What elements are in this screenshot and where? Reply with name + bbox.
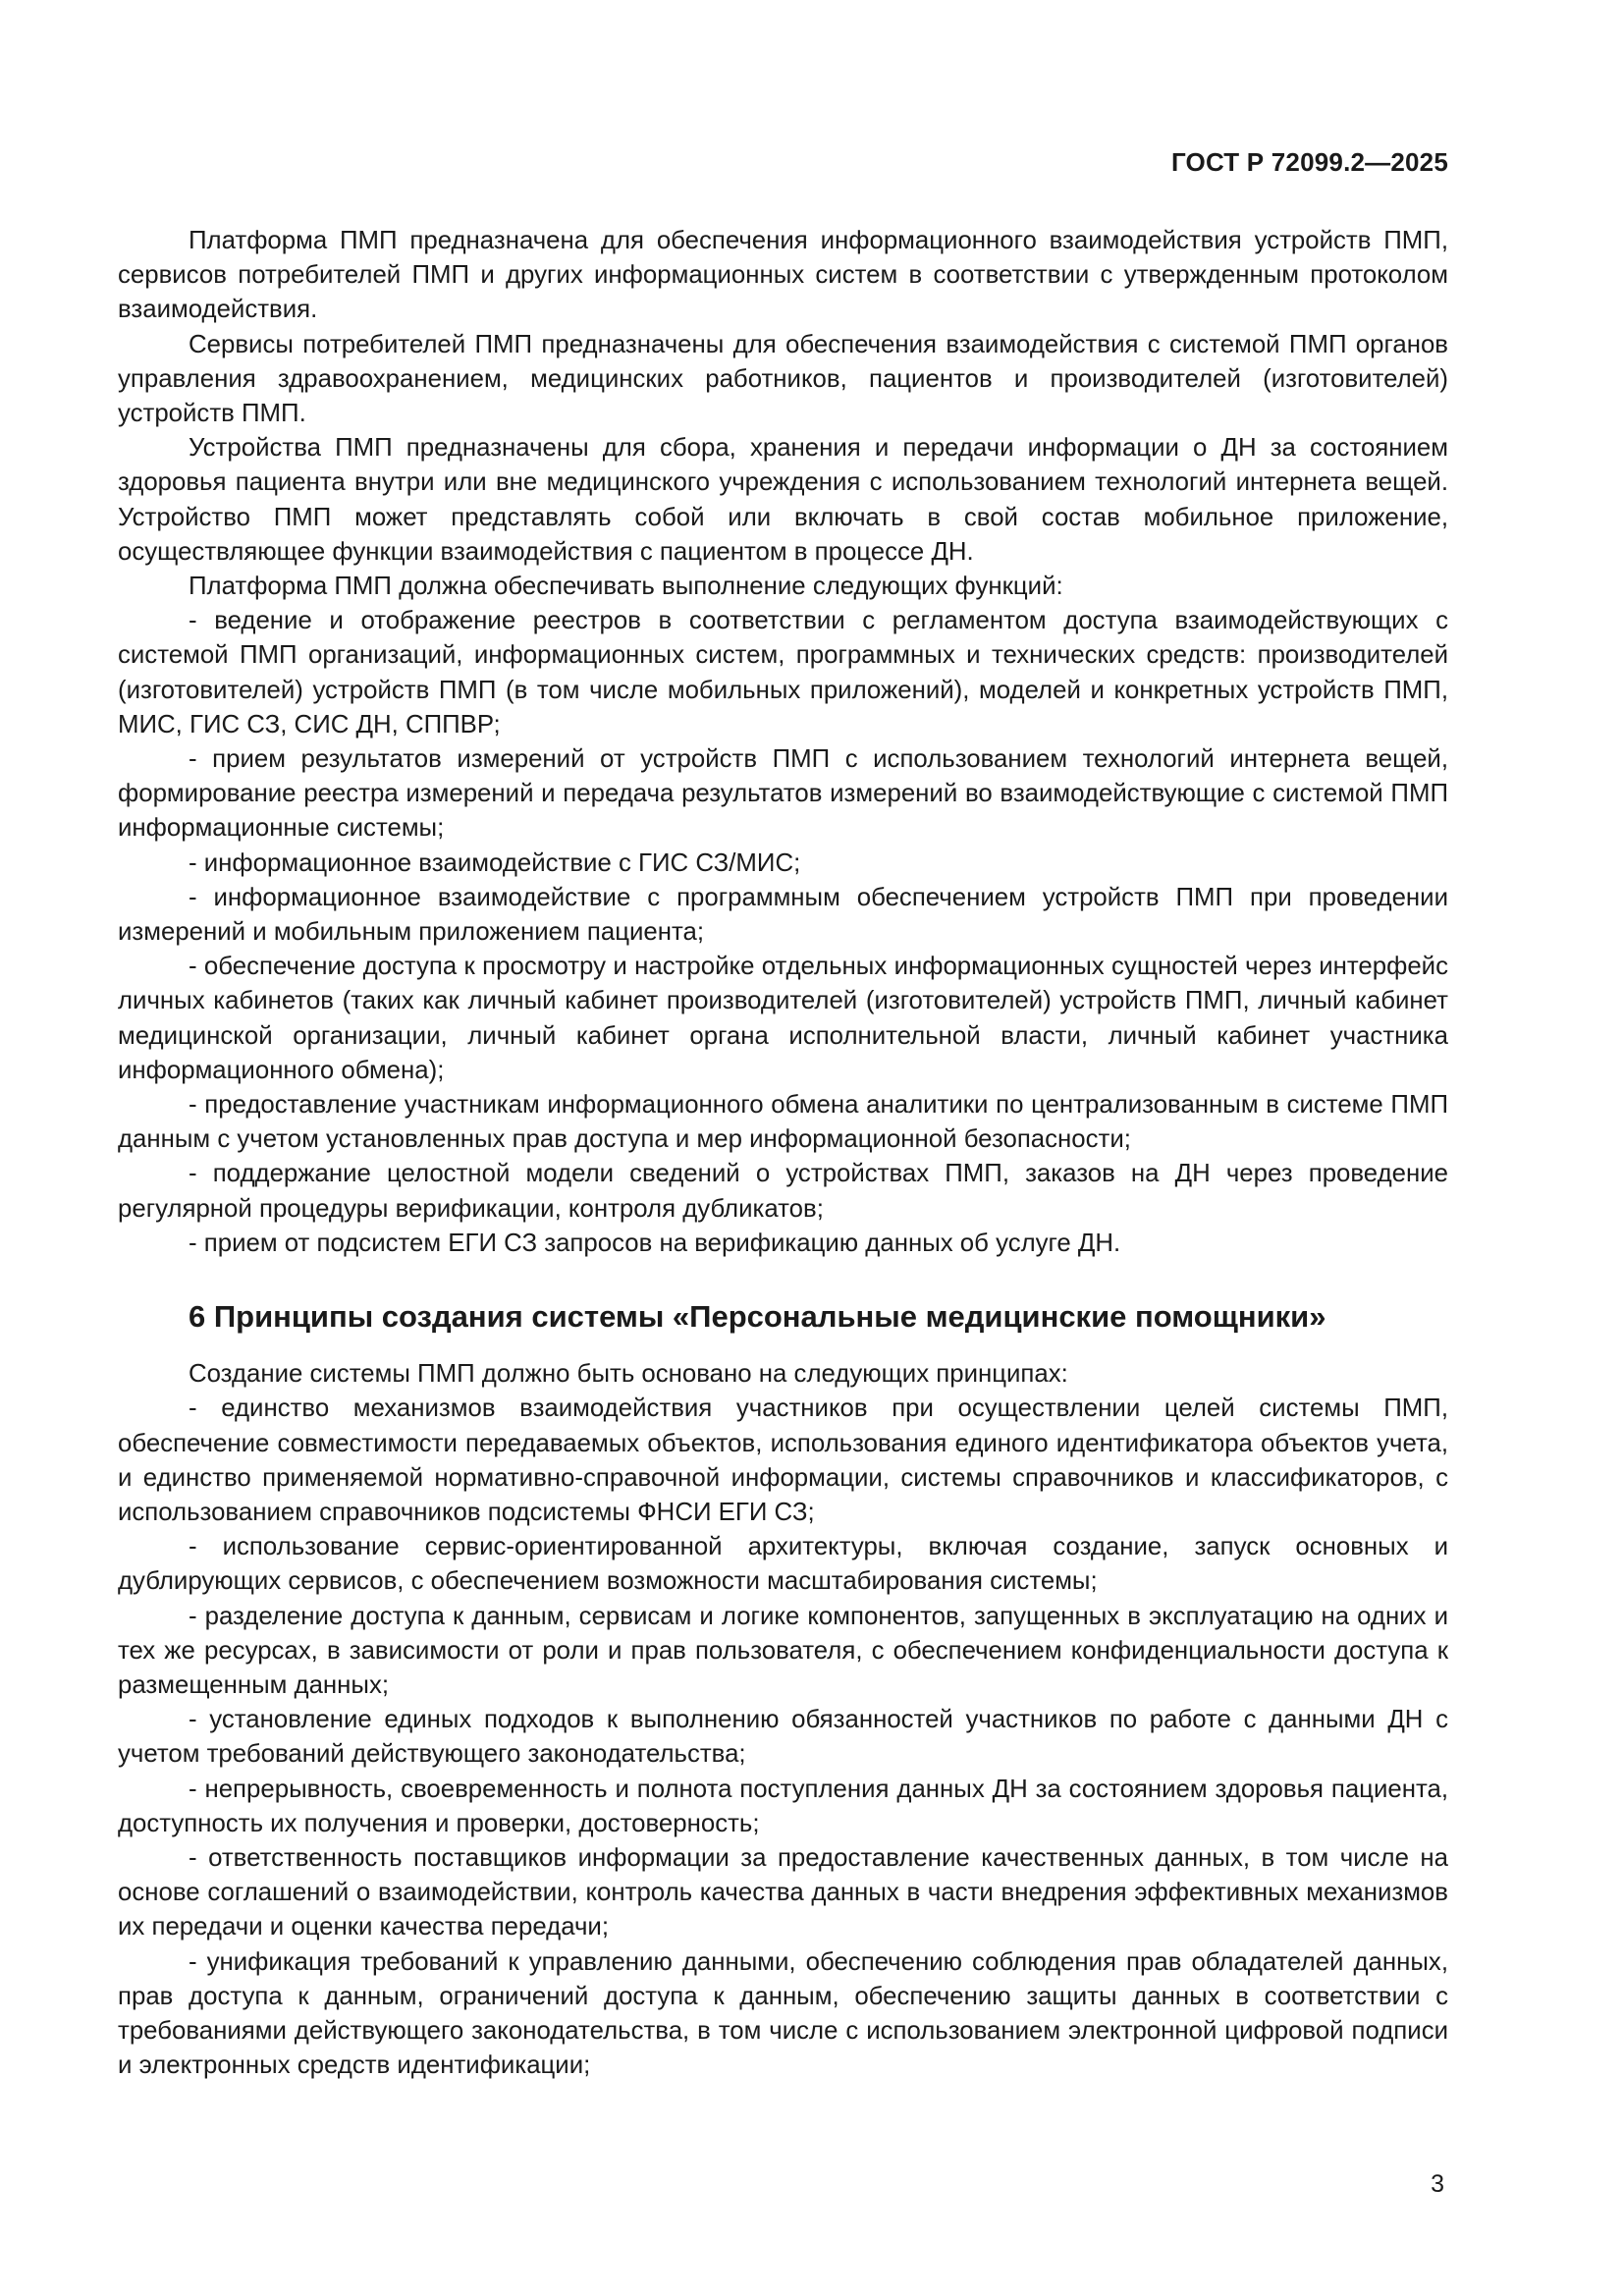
list-item: - поддержание целостной модели сведений о устройствах ПМП, заказов на ДН через проведение регулярной процедуры верификации, контроля дубликатов;	[118, 1160, 1448, 1223]
list-item: - установление единых подходов к выполнению обязанностей участников по работе с данными ДН с учетом требований действующего законодательства;	[118, 1706, 1448, 1769]
document-body	[118, 224, 1448, 2083]
list-item: - информационное взаимодействие с программным обеспечением устройств ПМП при проведении измерений и мобильным приложением пациента;	[118, 883, 1448, 947]
list-item: - прием от подсистем ЕГИ СЗ запросов на верификацию данных об услуге ДН.	[189, 1229, 1121, 1257]
paragraph: Устройства ПМП предназначены для сбора, хранения и передачи информации о ДН за состоянием здоровья пациента внутри или вне медицинского учреждения с использованием технологий интернета вещей. Устройство ПМП может представлять собой или включать в свой состав мобильное приложение, осуществляющее функции взаимодействия с пациентом в процессе ДН.	[118, 434, 1448, 566]
paragraph: Платформа ПМП должна обеспечивать выполнение следующих функций:	[189, 573, 1063, 601]
list-item: - непрерывность, своевременность и полнота поступления данных ДН за состоянием здоровья пациента, доступность их получения и проверки, достоверность;	[118, 1775, 1448, 1837]
list-item: - предоставление участникам информационного обмена аналитики по централизованным в системе ПМП данным с учетом установленных прав доступа и мер информационной безопасности;	[118, 1091, 1448, 1154]
list-item: - использование сервис-ориентированной архитектуры, включая создание, запуск основных и дублирующих сервисов, с обеспечением возможности масштабирования системы;	[118, 1533, 1448, 1596]
paragraph: Сервисы потребителей ПМП предназначены для обеспечения взаимодействия с системой ПМП органов управления здравоохранением, медицинских работников, пациентов и производителей (изготовителей) устройств ПМП.	[118, 330, 1448, 428]
list-item: - унификация требований к управлению данными, обеспечению соблюдения прав обладателей данных, прав доступа к данным, ограничений доступа к данным, обеспечению защиты данных в соответствии с требованиями действующего законодательства, в том числе с использованием электронной цифровой подписи и электронных средств идентификации;	[118, 1947, 1448, 2080]
page-number: 3	[1431, 2170, 1444, 2198]
list-item: - единство механизмов взаимодействия участников при осуществлении целей системы ПМП, обеспечение совместимости передаваемых объектов, использования единого идентификатора объектов учета, и единство применяемой нормативно-справочной информации, системы справочников и классификаторов, с использованием справочников подсистемы ФНСИ ЕГИ СЗ;	[118, 1394, 1448, 1526]
section-heading: 6 Принципы создания системы «Персональные медицинские помощники»	[189, 1299, 1326, 1335]
list-item: - обеспечение доступа к просмотру и настройке отдельных информационных сущностей через интерфейс личных кабинетов (таких как личный кабинет производителей (изготовителей) устройств ПМП, личный кабинет медицинской организации, личный кабинет органа исполнительной власти, личный кабинет участника информационного обмена);	[118, 953, 1448, 1084]
list-item: - разделение доступа к данным, сервисам и логике компонентов, запущенных в эксплуатацию на одних и тех же ресурсах, в зависимости от роли и прав пользователя, с обеспечением конфиденциальности доступа к размещенным данных;	[118, 1602, 1448, 1699]
list-item: - ведение и отображение реестров в соответствии с регламентом доступа взаимодействующих с системой ПМП организаций, информационных систем, программных и технических средств: производителей (изготовителей) устройств ПМП (в том числе мобильных приложений), моделей и конкретных устройств ПМП, МИС, ГИС СЗ, СИС ДН, СППВР;	[118, 607, 1448, 738]
list-item: - прием результатов измерений от устройств ПМП с использованием технологий интернета вещей, формирование реестра измерений и передача результатов измерений во взаимодействующие с системой ПМП информационные системы;	[118, 745, 1448, 843]
document-header-id: ГОСТ Р 72099.2—2025	[1170, 147, 1448, 177]
list-item: - информационное взаимодействие с ГИС СЗ/МИС;	[189, 848, 801, 877]
paragraph: Создание системы ПМП должно быть основано на следующих принципах:	[189, 1360, 1068, 1389]
list-item: - ответственность поставщиков информации за предоставление качественных данных, в том числе на основе соглашений о взаимодействии, контроль качества данных в части внедрения эффективных механизмов их передачи и оценки качества передачи;	[118, 1843, 1448, 1941]
paragraph: Платформа ПМП предназначена для обеспечения информационного взаимодействия устройств ПМП, сервисов потребителей ПМП и других информационных систем в соответствии с утвержденным протоколом взаимодействия.	[118, 227, 1448, 324]
